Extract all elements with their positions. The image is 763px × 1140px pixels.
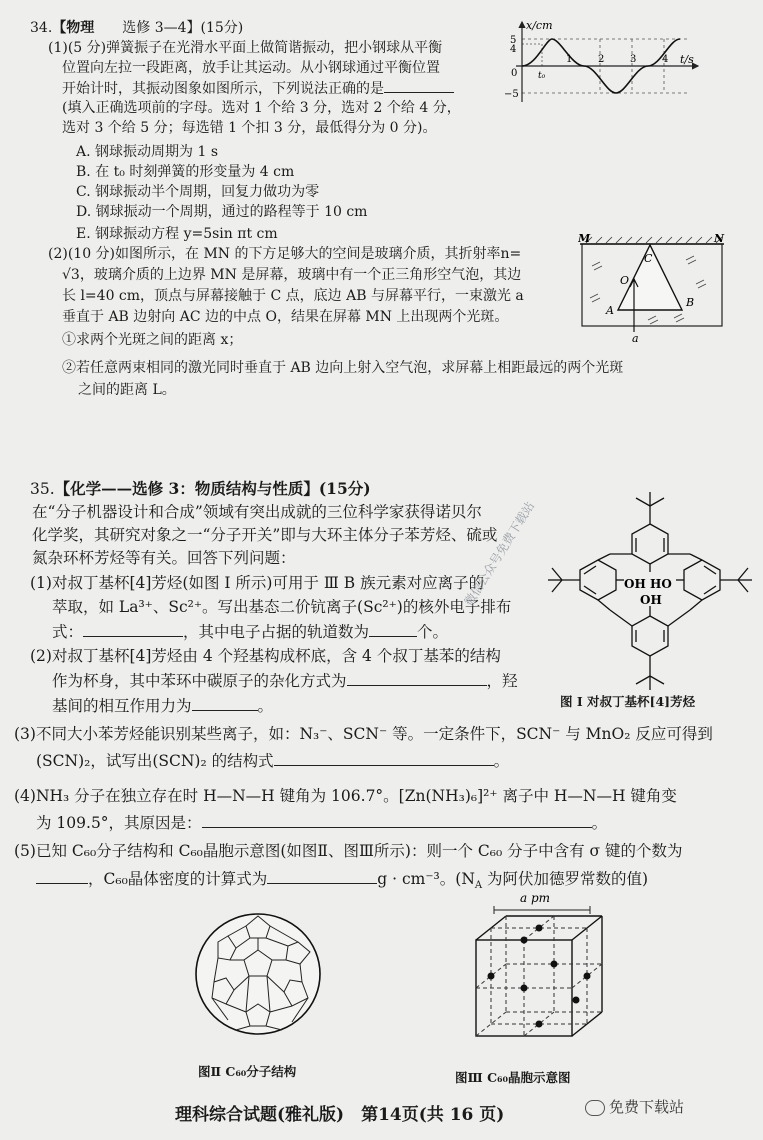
q35-q1-line-3: 式： ，其中电子占据的轨道数为 个。 bbox=[52, 623, 449, 641]
q4-blank-reason bbox=[202, 813, 592, 828]
q35-q5-line-1: (5)已知 C₆₀分子结构和 C₆₀晶胞示意图(如图Ⅱ、图Ⅲ所示)：则一个 C₆₀ 分子中含有 σ 键的个数为 bbox=[14, 842, 683, 860]
q35-q5-line-2: ，C₆₀晶体密度的计算式为 g · cm⁻³。($N_A$ 为阿伏加德罗常数的值) bbox=[36, 868, 648, 897]
graph-tick-t1: 1 bbox=[566, 54, 573, 65]
q1-blank-config bbox=[83, 622, 183, 637]
vibration-graph bbox=[502, 18, 702, 108]
c60-unit-cell-figure bbox=[460, 890, 620, 1050]
q34-part2-line-3: 长 l=40 cm，顶点与屏幕接触于 C 点，底边 AB 与屏幕平行，一束激光 a bbox=[62, 288, 524, 304]
graph-t-label: t/s bbox=[680, 53, 694, 66]
q1-blank-orbitals bbox=[369, 622, 417, 637]
q35-q2-line-2: 作为杯身，其中苯环中碳原子的杂化方式为 ，羟 bbox=[52, 672, 518, 690]
fig1-caption: 图 I 对叔丁基杯[4]芳烃 bbox=[560, 694, 696, 709]
q35-intro-line-2: 化学奖，其研究对象之一“分子开关”即与大环主体分子苯芳烃、硫或 bbox=[32, 526, 498, 544]
label-c: C bbox=[644, 252, 653, 265]
q5-blank-sigma bbox=[36, 869, 88, 884]
graph-tick-t2: 2 bbox=[598, 54, 605, 65]
watermark-text: 微信公众号免费下载站 bbox=[461, 499, 538, 609]
glass-prism-figure bbox=[578, 232, 728, 344]
q34-part1-line-1: (1)(5 分)弹簧振子在光滑水平面上做简谐振动，把小钢球从平衡 bbox=[48, 40, 443, 56]
label-beam-a: a bbox=[632, 332, 639, 344]
q5-blank-density bbox=[267, 869, 377, 884]
q35-q2-line-3: 基间的相互作用力为 。 bbox=[52, 697, 274, 715]
graph-tick-0: 0 bbox=[511, 68, 518, 79]
fig2-caption: 图Ⅱ C₆₀分子结构 bbox=[198, 1064, 297, 1079]
label-n: N bbox=[714, 232, 725, 245]
q35-intro-line-1: 在“分子机器设计和合成”领域有突出成就的三位科学家获得诺贝尔 bbox=[32, 503, 482, 521]
q34-part1-line-2: 位置向左拉一段距离，放手让其运动。从小钢球通过平衡位置 bbox=[62, 60, 440, 76]
graph-y-label: x/cm bbox=[526, 19, 553, 32]
label-a: A bbox=[606, 304, 614, 317]
q34-header: 34.【物理 选修 3—4】(15分) bbox=[30, 20, 244, 36]
q35-q3-line-2: (SCN)₂，试写出(SCN)₂ 的结构式 。 bbox=[36, 752, 510, 770]
q3-blank-structure bbox=[274, 751, 494, 766]
q34-part1-line-5: 选对 3 个给 5 分；每选错 1 个扣 3 分，最低得分为 0 分)。 bbox=[62, 120, 437, 136]
q34-option-b: B. 在 t₀ 时刻弹簧的形变量为 4 cm bbox=[76, 164, 295, 180]
graph-tick-t4: 4 bbox=[662, 54, 669, 65]
fig3-caption: 图Ⅲ C₆₀晶胞示意图 bbox=[455, 1070, 571, 1085]
label-m: M bbox=[578, 232, 591, 245]
q2-blank-force bbox=[192, 696, 258, 711]
label-b: B bbox=[686, 296, 695, 309]
graph-tick-4: 4 bbox=[510, 44, 517, 55]
graph-tick-t3: 3 bbox=[630, 54, 637, 65]
q34-option-c: C. 钢球振动半个周期，回复力做功为零 bbox=[76, 184, 320, 200]
wechat-icon bbox=[585, 1100, 605, 1116]
oh-label-bottom: OH bbox=[640, 593, 662, 607]
c60-molecule-figure bbox=[188, 908, 328, 1042]
q34-part2-sub-2: ②若任意两束相同的激光同时垂直于 AB 边向上射入空气泡，求屏幕上相距最远的两个光斑 bbox=[62, 360, 624, 376]
q34-part2-sub-1: ①求两个光斑之间的距离 x； bbox=[62, 332, 243, 348]
q35-q4-line-2: 为 109.5°，其原因是： 。 bbox=[36, 814, 608, 832]
ho-label-right: HO bbox=[650, 577, 672, 591]
q35-header: 35.【化学——选修 3：物质结构与性质】(15分) bbox=[30, 479, 371, 498]
q34-part2-sub-2-cont: 之间的距离 L。 bbox=[78, 382, 176, 398]
graph-tick-neg5: −5 bbox=[504, 89, 519, 100]
graph-t0-label: t₀ bbox=[538, 71, 546, 81]
q2-blank-hybrid bbox=[347, 671, 487, 686]
wechat-badge: 免费下载站 bbox=[585, 1096, 684, 1117]
q34-option-e: E. 钢球振动方程 y=5sin πt cm bbox=[76, 226, 278, 242]
q34-part2-line-2: √3，玻璃介质的上边界 MN 是屏幕，玻璃中有一个正三角形空气泡，其边 bbox=[62, 267, 522, 283]
lattice-parameter-label: a pm bbox=[520, 891, 551, 905]
q34-part1-line-4: (填入正确选项前的字母。选对 1 个给 3 分，选对 2 个给 4 分， bbox=[62, 100, 461, 116]
q34-option-d: D. 钢球振动一个周期，通过的路程等于 10 cm bbox=[76, 204, 368, 220]
q34-part2-line-1: (2)(10 分)如图所示，在 MN 的下方足够大的空间是玻璃介质，其折射率n= bbox=[48, 246, 522, 262]
q35-q1-line-1: (1)对叔丁基杯[4]芳烃(如图 I 所示)可用于 Ⅲ B 族元素对应离子的 bbox=[30, 574, 485, 592]
graph-tick-5: 5 bbox=[510, 35, 517, 46]
calixarene-structure bbox=[540, 482, 760, 710]
q34-part1-line-3: 开始计时，其振动图象如图所示，下列说法正确的是 bbox=[62, 78, 454, 99]
q34-option-a: A. 钢球振动周期为 1 s bbox=[76, 144, 219, 160]
q35-q3-line-1: (3)不同大小苯芳烃能识别某些离子，如：N₃⁻、SCN⁻ 等。一定条件下，SCN⁻ 与 MnO₂ 反应可得到 bbox=[14, 725, 713, 743]
q35-q4-line-1: (4)NH₃ 分子在独立存在时 H—N—H 键角为 106.7°。[Zn(NH₃)₆]²⁺ 离子中 H—N—H 键角变 bbox=[14, 787, 677, 805]
q34-part2-line-4: 垂直于 AB 边射向 AC 边的中点 O，结果在屏幕 MN 上出现两个光斑。 bbox=[62, 309, 509, 325]
page-footer: 理科综合试题(雅礼版) 第14页(共 16 页) bbox=[175, 1105, 505, 1125]
q35-q1-line-2: 萃取，如 La³⁺、Sc²⁺。写出基态二价钪离子(Sc²⁺)的核外电子排布 bbox=[52, 598, 512, 616]
q35-q2-line-1: (2)对叔丁基杯[4]芳烃由 4 个羟基构成杯底，含 4 个叔丁基苯的结构 bbox=[30, 647, 501, 665]
label-o: O bbox=[620, 274, 630, 287]
q35-intro-line-3: 氮杂环杯芳烃等有关。回答下列问题： bbox=[32, 549, 296, 567]
q34-answer-blank bbox=[384, 78, 454, 93]
oh-label-left: OH bbox=[624, 577, 646, 591]
